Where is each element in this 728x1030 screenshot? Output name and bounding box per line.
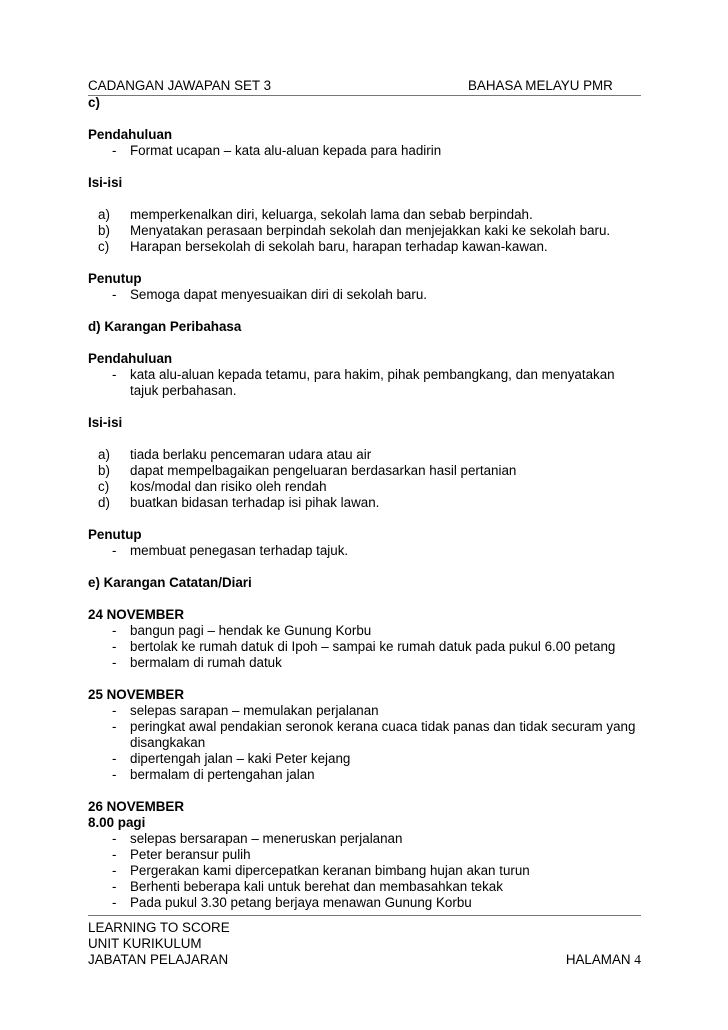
list-marker: a) xyxy=(98,207,110,222)
list-marker: - xyxy=(112,639,117,654)
list-item: c) kos/modal dan risiko oleh rendah xyxy=(98,479,327,494)
section-c-pendahuluan-title: Pendahuluan xyxy=(88,127,173,142)
list-item: a) memperkenalkan diri, keluarga, sekolah lama dan sebab berpindah. xyxy=(98,207,533,222)
list-item: - membuat penegasan terhadap tajuk. xyxy=(112,543,349,558)
list-item: - Format ucapan – kata alu-aluan kepada para hadirin xyxy=(112,143,442,158)
list-marker: b) xyxy=(98,223,110,238)
diary-date: 24 NOVEMBER xyxy=(88,607,184,622)
page-number-label: HALAMAN 4 xyxy=(565,952,641,967)
footer-line-2: UNIT KURIKULUM xyxy=(88,936,202,951)
section-d-isi-title: Isi-isi xyxy=(88,415,123,430)
list-marker: - xyxy=(112,751,117,766)
list-marker: - xyxy=(112,655,117,670)
list-marker: - xyxy=(112,831,117,846)
page-footer xyxy=(88,915,641,968)
list-item: - bangun pagi – hendak ke Gunung Korbu xyxy=(112,623,372,638)
list-item: a) tiada berlaku pencemaran udara atau air xyxy=(98,447,372,462)
list-item: - Berhenti beberapa kali untuk berehat dan membasahkan tekak xyxy=(112,879,503,894)
list-marker: c) xyxy=(98,479,110,494)
list-item-continuation: disangkakan xyxy=(130,735,206,750)
list-item: - Pada pukul 3.30 petang berjaya menawan Gunung Korbu xyxy=(112,895,472,910)
list-marker: - xyxy=(112,879,117,894)
document-page xyxy=(88,0,641,1030)
document-body xyxy=(88,95,641,911)
list-marker: - xyxy=(112,863,117,878)
list-item: - bertolak ke rumah datuk di Ipoh – sampai ke rumah datuk pada pukul 6.00 petang xyxy=(112,639,616,654)
diary-time: 8.00 pagi xyxy=(88,815,146,830)
list-item: - bermalam di pertengahan jalan xyxy=(112,767,315,782)
list-marker: - xyxy=(112,719,117,734)
list-item: - Semoga dapat menyesuaikan diri di sekolah baru. xyxy=(112,287,428,302)
list-item: - dipertengah jalan – kaki Peter kejang xyxy=(112,751,351,766)
page-number: 4 xyxy=(634,952,641,967)
list-marker: - xyxy=(112,895,117,910)
list-item: - peringkat awal pendakian seronok kerana cuaca tidak panas dan tidak securam yang xyxy=(112,719,636,734)
list-item-continuation: tajuk perbahasan. xyxy=(130,383,237,398)
list-marker: a) xyxy=(98,447,110,462)
diary-date: 26 NOVEMBER xyxy=(88,799,184,814)
list-item: b) Menyatakan perasaan berpindah sekolah dan menjejakkan kaki ke sekolah baru. xyxy=(98,223,611,238)
section-d-label: d) Karangan Peribahasa xyxy=(88,319,242,334)
list-marker: - xyxy=(112,767,117,782)
list-item: - bermalam di rumah datuk xyxy=(112,655,282,670)
footer-line-1: LEARNING TO SCORE xyxy=(88,920,230,935)
list-marker: - xyxy=(112,703,117,718)
header-left: CADANGAN JAWAPAN SET 3 xyxy=(88,78,272,93)
list-item: b) dapat mempelbagaikan pengeluaran berdasarkan hasil pertanian xyxy=(98,463,517,478)
list-marker: - xyxy=(112,623,117,638)
list-item: - selepas sarapan – memulakan perjalanan xyxy=(112,703,379,718)
list-item: d) buatkan bidasan terhadap isi pihak lawan. xyxy=(98,495,380,510)
list-marker: b) xyxy=(98,463,110,478)
list-marker: - xyxy=(112,543,117,558)
list-item: c) Harapan bersekolah di sekolah baru, harapan terhadap kawan-kawan. xyxy=(98,239,548,254)
list-marker: - xyxy=(112,287,117,302)
list-item: - Peter beransur pulih xyxy=(112,847,251,862)
list-marker: - xyxy=(112,143,117,158)
footer-line-3: JABATAN PELAJARAN xyxy=(88,952,229,967)
section-d-pendahuluan-title: Pendahuluan xyxy=(88,351,173,366)
list-marker: c) xyxy=(98,239,110,254)
header-right: BAHASA MELAYU PMR xyxy=(468,78,613,93)
page-header xyxy=(88,78,641,96)
list-item: - Pergerakan kami dipercepatkan keranan bimbang hujan akan turun xyxy=(112,863,530,878)
list-marker: - xyxy=(112,847,117,862)
section-c-penutup-title: Penutup xyxy=(88,271,142,286)
list-marker: - xyxy=(112,367,117,382)
section-c-label: c) xyxy=(88,95,100,110)
section-c-isi-title: Isi-isi xyxy=(88,175,123,190)
section-e-label: e) Karangan Catatan/Diari xyxy=(88,575,252,590)
diary-date: 25 NOVEMBER xyxy=(88,687,184,702)
list-marker: d) xyxy=(98,495,110,510)
section-d-penutup-title: Penutup xyxy=(88,527,142,542)
list-item: - kata alu-aluan kepada tetamu, para hakim, pihak pembangkang, dan menyatakan xyxy=(112,367,615,382)
list-item: - selepas bersarapan – meneruskan perjalanan xyxy=(112,831,403,846)
